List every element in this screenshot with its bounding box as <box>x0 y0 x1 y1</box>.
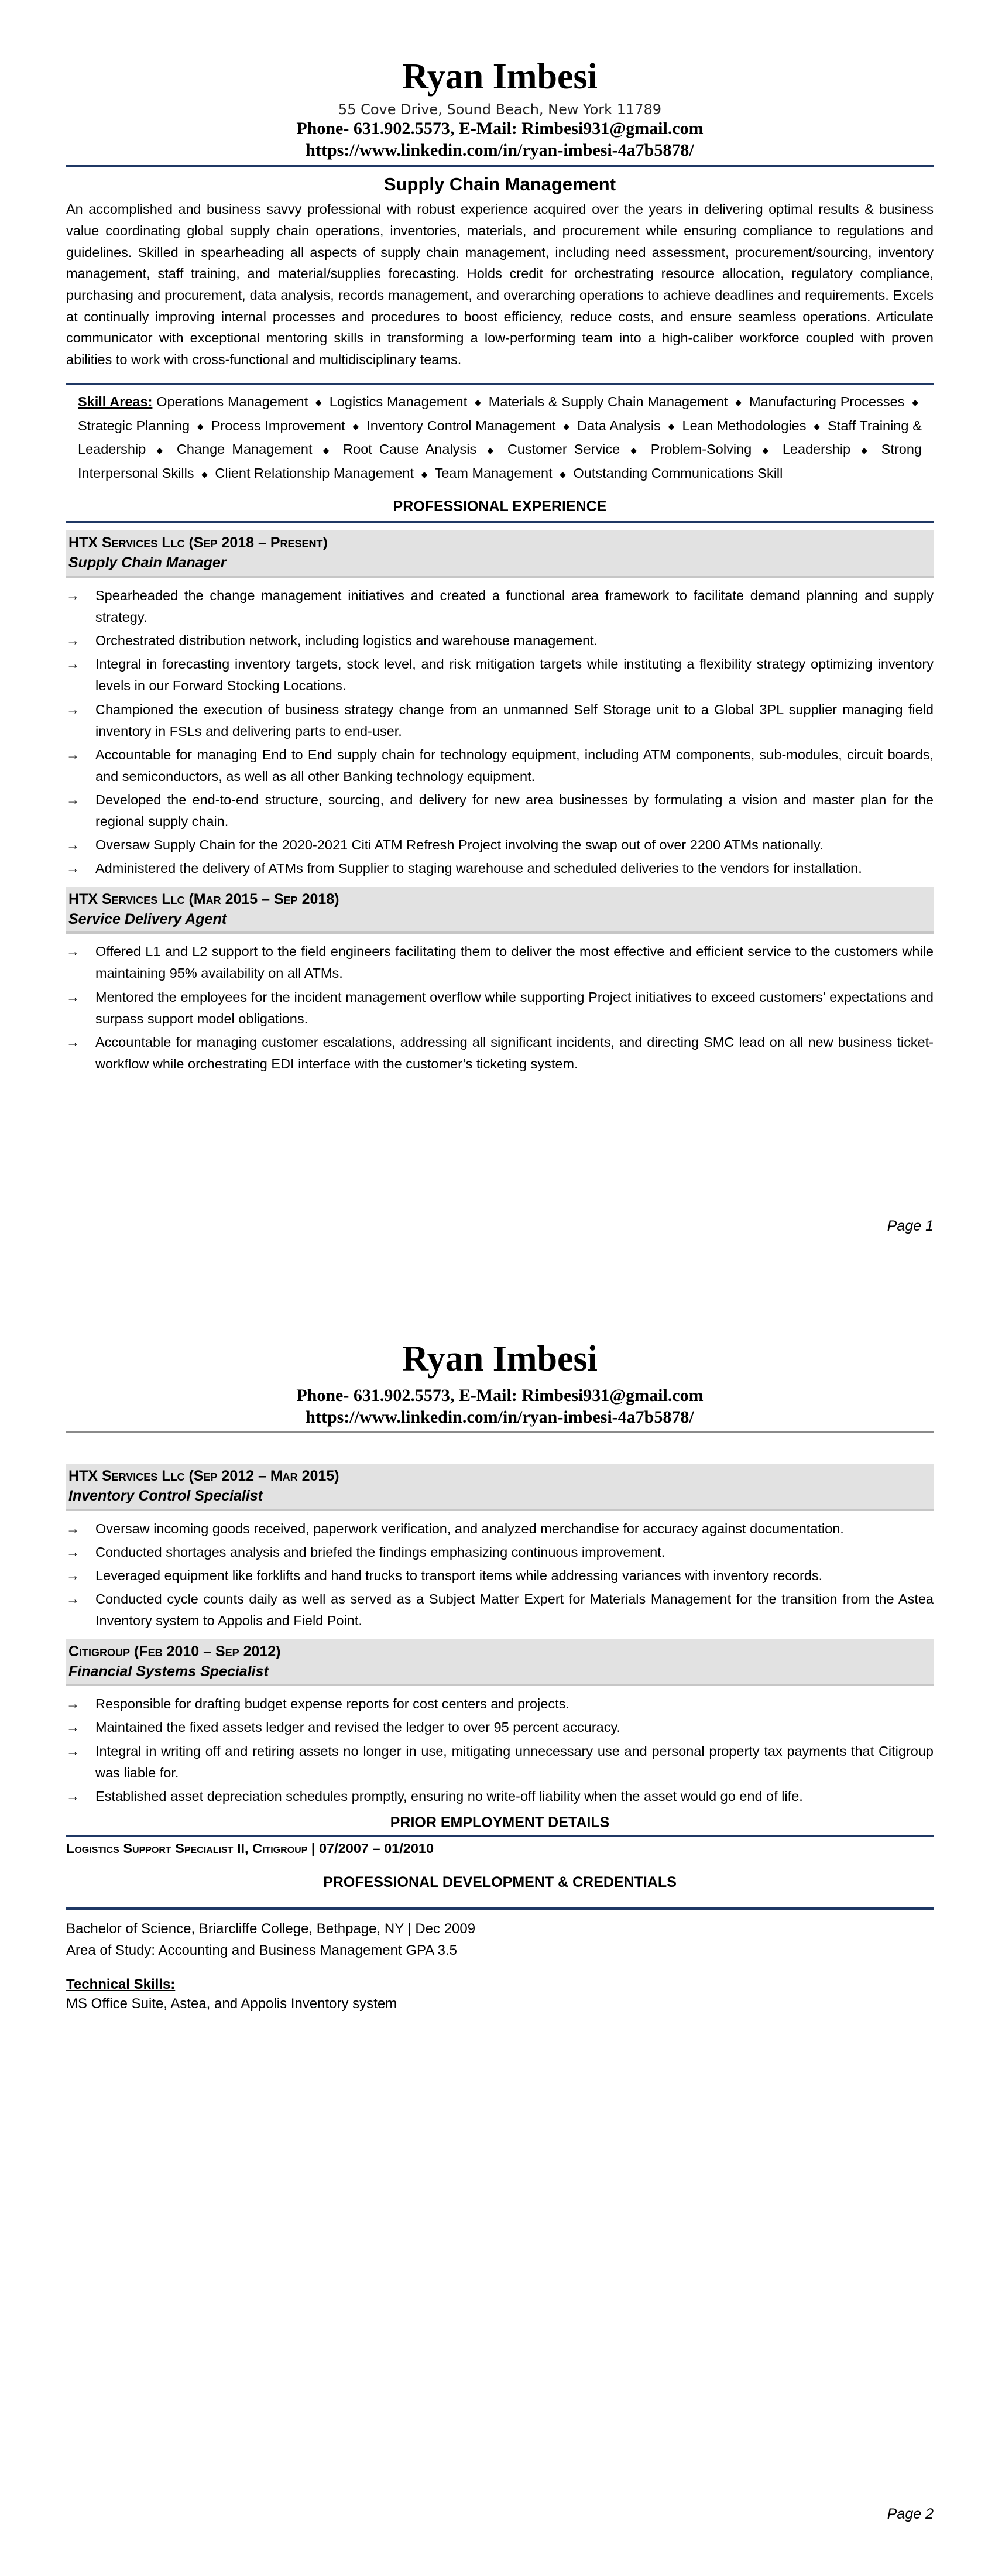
right-arrow-icon: → <box>66 1591 80 1607</box>
job-bullet-text: Maintained the fixed assets ledger and revised the ledger to over 95 percent accuracy. <box>95 1719 621 1735</box>
profile-summary: An accomplished and business savvy professional with robust experience acquired over the years in delivering optimal results & business value coordinating global supply chain operations, inventories, materials, and procurement while ensuring compliance to regulations and guidelines. Skilled in spearheading all aspects of supply chain management, including need assessment, procurement/sourcing, inventory management, staff training, and material/supplies forecasting. Holds credit for orchestrating resource allocation, regulatory compliance, purchasing and procurement, data analysis, records management, and overarching operations to achieve deadlines and requirements. Excels at continually improving internal processes and procedures to boost efficiency, reduce costs, and ensure seamless operations. Articulate communicator with exceptional mentoring skills in transforming a low-performing team into a high-caliber workforce coupled with proven abilities to work with cross-functional and multidisciplinary teams. <box>66 201 934 367</box>
right-arrow-icon: → <box>66 587 80 603</box>
right-arrow-icon: → <box>66 792 80 807</box>
diamond-icon: ◆ <box>560 469 566 479</box>
job-bullet-text: Oversaw Supply Chain for the 2020-2021 Citi ATM Refresh Project involving the swap out of over 2200 ATMs nationally. <box>95 837 824 853</box>
job-bullet-text: Offered L1 and L2 support to the field engineers facilitating them to deliver the most effective and efficient service to the customers while maintaining 95% availability on all ATMs. <box>95 944 934 981</box>
job-title: Financial Systems Specialist <box>68 1663 269 1680</box>
right-arrow-icon: → <box>66 656 80 672</box>
skill-item: Strategic Planning <box>78 417 190 433</box>
job-bullet-text: Integral in forecasting inventory targets, stock level, and risk mitigation targets while instituting a flexibility strategy optimizing inventory levels in our Forward Stocking Locations. <box>95 656 934 694</box>
linkedin-url[interactable]: https://www.linkedin.com/in/ryan-imbesi-4a7b5878/ <box>306 1407 694 1427</box>
education-study: Area of Study: Accounting and Business Management GPA 3.5 <box>66 1943 457 1959</box>
skill-item: Materials & Supply Chain Management <box>488 393 728 409</box>
diamond-icon: ◆ <box>322 445 333 455</box>
diamond-icon: ◆ <box>201 469 208 479</box>
diamond-icon: ◆ <box>735 398 742 407</box>
experience-divider <box>66 521 934 523</box>
diamond-icon: ◆ <box>156 445 166 455</box>
job-bullet <box>66 1717 934 1738</box>
job-company-dates: HTX Services Llc (Sep 2018 – Present) <box>68 535 328 551</box>
resume-page-2 <box>0 1288 995 2576</box>
job-bullet-text: Conducted shortages analysis and briefed the findings emphasizing continuous improvement. <box>95 1544 665 1560</box>
job-bullet <box>66 744 934 787</box>
job-header <box>66 1639 934 1687</box>
right-arrow-icon: → <box>66 1034 80 1050</box>
page-number: Page 2 <box>887 2506 934 2522</box>
skill-item: Client Relationship Management <box>215 465 414 481</box>
technical-skills-list: MS Office Suite, Astea, and Appolis Inventory system <box>66 1996 397 2012</box>
job-bullet <box>66 1542 934 1563</box>
right-arrow-icon: → <box>66 1544 80 1560</box>
linkedin-url[interactable]: https://www.linkedin.com/in/ryan-imbesi-4a7b5878/ <box>306 140 694 160</box>
skill-item: Process Improvement <box>211 417 345 433</box>
skill-item: Change Management <box>176 441 313 457</box>
skill-item: Manufacturing Processes <box>749 393 905 409</box>
right-arrow-icon: → <box>66 633 80 649</box>
job-bullet-text: Accountable for managing customer escalations, addressing all significant incidents, and directing SMC lead on all new business ticket-workflow while orchestrating EDI interface with the customer’s ticketing system. <box>95 1034 934 1071</box>
job-company-dates: HTX Services Llc (Sep 2012 – Mar 2015) <box>68 1468 339 1485</box>
right-arrow-icon: → <box>66 701 80 717</box>
page-1-content <box>66 0 934 1288</box>
right-arrow-icon: → <box>66 1788 80 1804</box>
job-bullet-text: Established asset depreciation schedules promptly, ensuring no write-off liability when the asset would go end of life. <box>95 1788 803 1804</box>
job-bullet-text: Developed the end-to-end structure, sourcing, and delivery for new area businesses by formulating a vision and master plan for the regional supply chain. <box>95 792 934 830</box>
technical-skills-heading: Technical Skills: <box>66 1976 176 1993</box>
professional-development-divider <box>66 1907 934 1910</box>
diamond-icon: ◆ <box>630 445 640 455</box>
contact-line: Phone- 631.902.5573, E-Mail: Rimbesi931@gmail.com <box>296 119 704 138</box>
skill-item: Outstanding Communications Skill <box>573 465 783 481</box>
job-entry <box>66 1639 934 1807</box>
diamond-icon: ◆ <box>668 422 675 431</box>
job-bullets <box>66 941 934 1075</box>
page-2-content <box>66 1288 934 2576</box>
job-bullet-text: Orchestrated distribution network, including logistics and warehouse management. <box>95 633 598 649</box>
job-bullet <box>66 858 934 879</box>
job-company-dates: HTX Services Llc (Mar 2015 – Sep 2018) <box>68 890 339 907</box>
job-bullet <box>66 1741 934 1784</box>
job-bullet <box>66 1588 934 1632</box>
diamond-icon: ◆ <box>315 398 322 407</box>
job-header <box>66 1464 934 1511</box>
skill-areas-label: Skill Areas: <box>78 393 153 409</box>
diamond-icon: ◆ <box>861 445 871 455</box>
diamond-icon: ◆ <box>421 469 428 479</box>
job-bullet-text: Accountable for managing End to End supply chain for technology equipment, including ATM components, sub-modules, circuit boards, and semiconductors, as well as all other Banking technology equipment. <box>95 746 934 784</box>
skill-areas-block <box>66 383 934 486</box>
skill-item: Leadership <box>782 441 851 457</box>
header-divider <box>66 165 934 167</box>
job-entry <box>66 530 934 879</box>
job-header <box>66 887 934 934</box>
experience-list <box>66 530 934 1075</box>
diamond-icon: ◆ <box>487 445 497 455</box>
right-arrow-icon: → <box>66 837 80 853</box>
diamond-icon: ◆ <box>563 422 570 431</box>
skill-item: Problem-Solving <box>650 441 752 457</box>
candidate-name: Ryan Imbesi <box>402 57 598 97</box>
prior-employment-line: Logistics Support Specialist II, Citigroup | 07/2007 – 01/2010 <box>66 1840 434 1856</box>
job-bullet-text: Spearheaded the change management initiatives and created a functional area framework to facilitate demand planning and supply strategy. <box>95 587 934 625</box>
skill-item: Lean Methodologies <box>682 417 807 433</box>
job-bullet <box>66 1693 934 1715</box>
prior-employment-heading: PRIOR EMPLOYMENT DETAILS <box>390 1814 610 1831</box>
job-bullet-text: Integral in writing off and retiring assets no longer in use, mitigating unnecessary use and personal property tax payments that Citigroup was liable for. <box>95 1743 934 1780</box>
experience-list <box>66 1464 934 1807</box>
right-arrow-icon: → <box>66 989 80 1005</box>
diamond-icon: ◆ <box>197 422 204 431</box>
page-number: Page 1 <box>887 1218 934 1234</box>
job-bullet <box>66 1786 934 1807</box>
job-title: Service Delivery Agent <box>68 910 227 927</box>
job-entry <box>66 887 934 1075</box>
skill-item: Data Analysis <box>577 417 661 433</box>
candidate-name: Ryan Imbesi <box>402 1339 598 1379</box>
right-arrow-icon: → <box>66 861 80 876</box>
job-bullet-text: Administered the delivery of ATMs from Supplier to staging warehouse and scheduled deliveries to the vendors for installation. <box>95 861 862 876</box>
right-arrow-icon: → <box>66 1568 80 1584</box>
diamond-icon: ◆ <box>352 422 359 431</box>
job-company-dates: Citigroup (Feb 2010 – Sep 2012) <box>68 1643 281 1660</box>
job-bullet <box>66 653 934 697</box>
right-arrow-icon: → <box>66 944 80 960</box>
diamond-icon: ◆ <box>814 422 821 431</box>
job-bullet-text: Oversaw incoming goods received, paperwork verification, and analyzed merchandise for accuracy against documentation. <box>95 1520 844 1536</box>
job-bullet <box>66 789 934 833</box>
diamond-icon: ◆ <box>912 398 918 407</box>
job-bullet-text: Championed the execution of business strategy change from an unmanned Self Storage unit to a Global 3PL supplier managing field inventory in FSLs and delivering parts to end-user. <box>95 701 934 739</box>
professional-development-heading: PROFESSIONAL DEVELOPMENT & CREDENTIALS <box>323 1873 677 1890</box>
education-degree: Bachelor of Science, Briarcliffe College, Bethpage, NY | Dec 2009 <box>66 1920 476 1937</box>
skill-item: Team Management <box>434 465 553 481</box>
right-arrow-icon: → <box>66 746 80 762</box>
experience-heading: PROFESSIONAL EXPERIENCE <box>393 498 607 515</box>
job-bullet <box>66 1565 934 1587</box>
job-bullet-text: Responsible for drafting budget expense reports for cost centers and projects. <box>95 1696 569 1712</box>
job-bullet <box>66 585 934 628</box>
right-arrow-icon: → <box>66 1520 80 1536</box>
profile-headline: Supply Chain Management <box>383 174 616 195</box>
right-arrow-icon: → <box>66 1719 80 1735</box>
right-arrow-icon: → <box>66 1743 80 1759</box>
skill-item: Operations Management <box>156 393 308 409</box>
job-entry <box>66 1464 934 1632</box>
job-bullet <box>66 834 934 856</box>
skill-item: Inventory Control Management <box>366 417 556 433</box>
job-bullet <box>66 1518 934 1540</box>
skill-item: Logistics Management <box>329 393 468 409</box>
job-bullets <box>66 1518 934 1632</box>
right-arrow-icon: → <box>66 1696 80 1712</box>
job-title: Supply Chain Manager <box>68 554 227 571</box>
job-bullet <box>66 941 934 984</box>
skill-item: Strong Interpersonal Skills <box>78 441 922 481</box>
job-bullet <box>66 986 934 1030</box>
job-title: Inventory Control Specialist <box>68 1488 263 1505</box>
job-bullet <box>66 630 934 652</box>
skill-item: Staff Training & Leadership <box>78 417 922 457</box>
job-bullet-text: Mentored the employees for the incident management overflow while supporting Project initiatives to exceed customers' expectations and surpass support model obligations. <box>95 989 934 1026</box>
diamond-icon: ◆ <box>762 445 772 455</box>
job-bullet <box>66 699 934 742</box>
skill-item: Customer Service <box>507 441 620 457</box>
job-bullets <box>66 585 934 880</box>
job-bullet-text: Conducted cycle counts daily as well as served as a Subject Matter Expert for Materials Management for the transition from the Astea Inventory system to Appolis and Field Point. <box>95 1591 934 1629</box>
skill-areas-list <box>78 394 922 481</box>
job-bullets <box>66 1693 934 1807</box>
job-bullet-text: Leveraged equipment like forklifts and hand trucks to transport items while addressing variances with inventory records. <box>95 1568 823 1584</box>
skill-item: Root Cause Analysis <box>343 441 477 457</box>
job-bullet <box>66 1032 934 1075</box>
prior-employment-divider <box>66 1835 934 1837</box>
diamond-icon: ◆ <box>474 398 481 407</box>
contact-line: Phone- 631.902.5573, E-Mail: Rimbesi931@gmail.com <box>296 1386 704 1405</box>
candidate-address: 55 Cove Drive, Sound Beach, New York 11789 <box>338 101 662 118</box>
job-header <box>66 530 934 578</box>
